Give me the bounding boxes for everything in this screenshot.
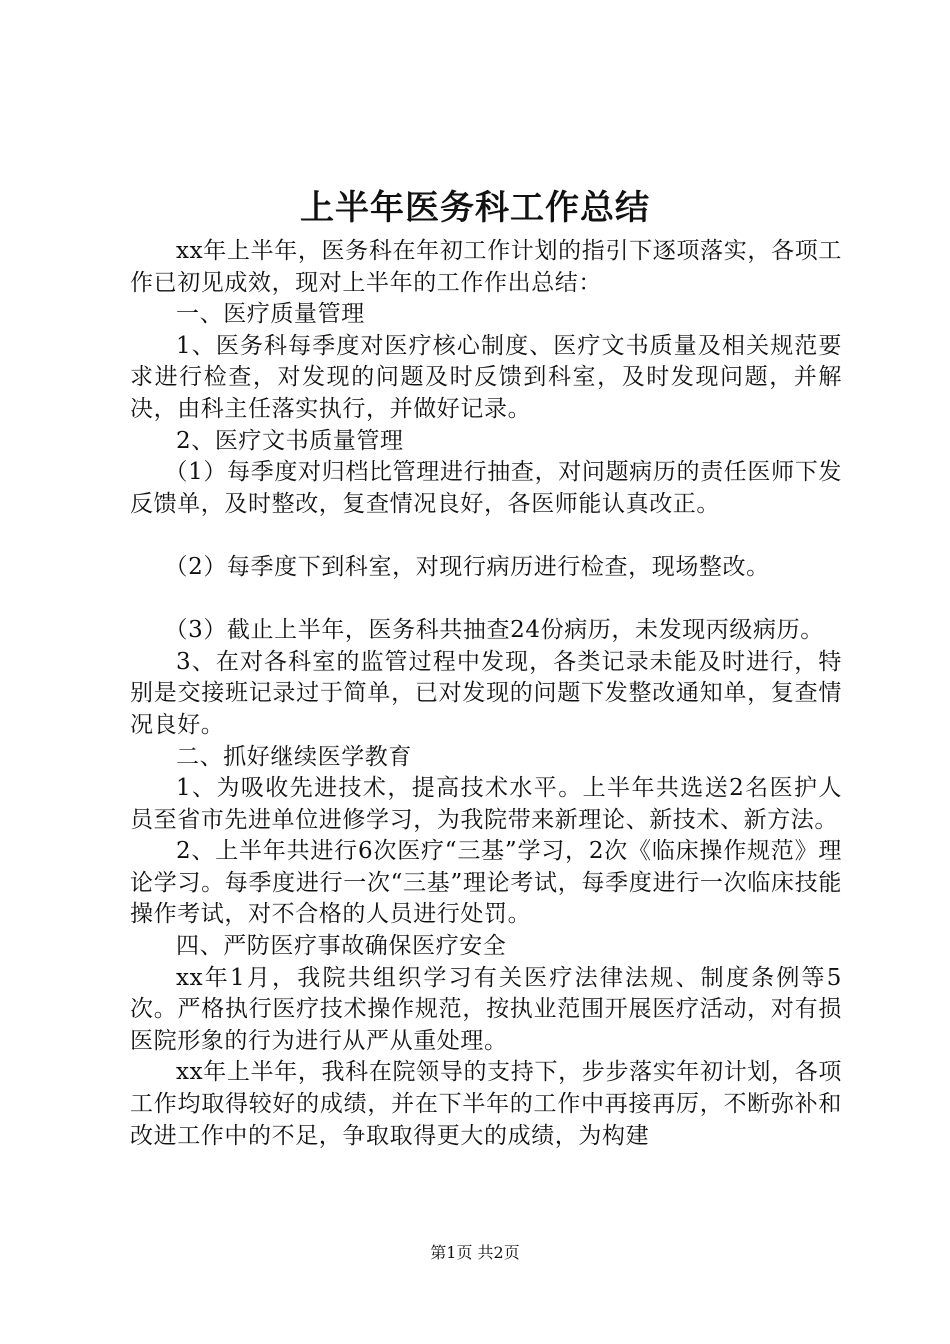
paragraph-records-2: （2）每季度下到科室，对现行病历进行检查，现场整改。 bbox=[164, 553, 770, 580]
section-heading-education: 二、抓好继续医学教育 bbox=[176, 743, 412, 770]
paragraph-quality-1: 1、医务科每季度对医疗核心制度、医疗文书质量及相关规范要求进行检查，对发现的问题及时反馈到科室，及时发现问题，并解决，由科主任落实执行，并做好记录。 bbox=[130, 332, 842, 422]
paragraph-safety-1: xx年1月，我院共组织学习有关医疗法律法规、制度条例等5次。严格执行医疗技术操作规范，按执业范围开展医疗活动，对有损医院形象的行为进行从严从重处理。 bbox=[130, 964, 842, 1054]
paragraph-conclusion: xx年上半年，我科在院领导的支持下，步步落实年初计划，各项工作均取得较好的成绩，并在下半年的工作中再接再厉，不断弥补和改进工作中的不足，争取取得更大的成绩，为构建 bbox=[130, 1059, 842, 1149]
subheading-records: 2、医疗文书质量管理 bbox=[176, 427, 404, 454]
paragraph-records-1: （1）每季度对归档比管理进行抽查，对问题病历的责任医师下发反馈单，及时整改，复查情况良好，各医师能认真改正。 bbox=[130, 459, 842, 517]
section-heading-quality: 一、医疗质量管理 bbox=[176, 301, 365, 328]
page-footer: 第1页 共2页 bbox=[430, 1243, 520, 1262]
paragraph-intro: xx年上半年，医务科在年初工作计划的指引下逐项落实，各项工作已初见成效，现对上半年的工作作出总结： bbox=[130, 238, 842, 296]
paragraph-education-1: 1、为吸收先进技术，提高技术水平。上半年共选送2名医护人员至省市先进单位进修学习，为我院带来新理论、新技术、新方法。 bbox=[130, 775, 842, 833]
document-body bbox=[130, 236, 842, 1152]
section-heading-safety: 四、严防医疗事故确保医疗安全 bbox=[176, 933, 507, 960]
document-title: 上半年医务科工作总结 bbox=[300, 188, 650, 228]
paragraph-records-3: （3）截止上半年，医务科共抽查24份病历，未发现丙级病历。 bbox=[164, 617, 824, 644]
paragraph-quality-3: 3、在对各科室的监管过程中发现，各类记录未能及时进行，特别是交接班记录过于简单，已对发现的问题下发整改通知单，复查情况良好。 bbox=[130, 648, 842, 738]
paragraph-education-2: 2、上半年共进行6次医疗“三基”学习，2次《临床操作规范》理论学习。每季度进行一次“三基”理论考试，每季度进行一次临床技能操作考试，对不合格的人员进行处罚。 bbox=[130, 838, 842, 928]
